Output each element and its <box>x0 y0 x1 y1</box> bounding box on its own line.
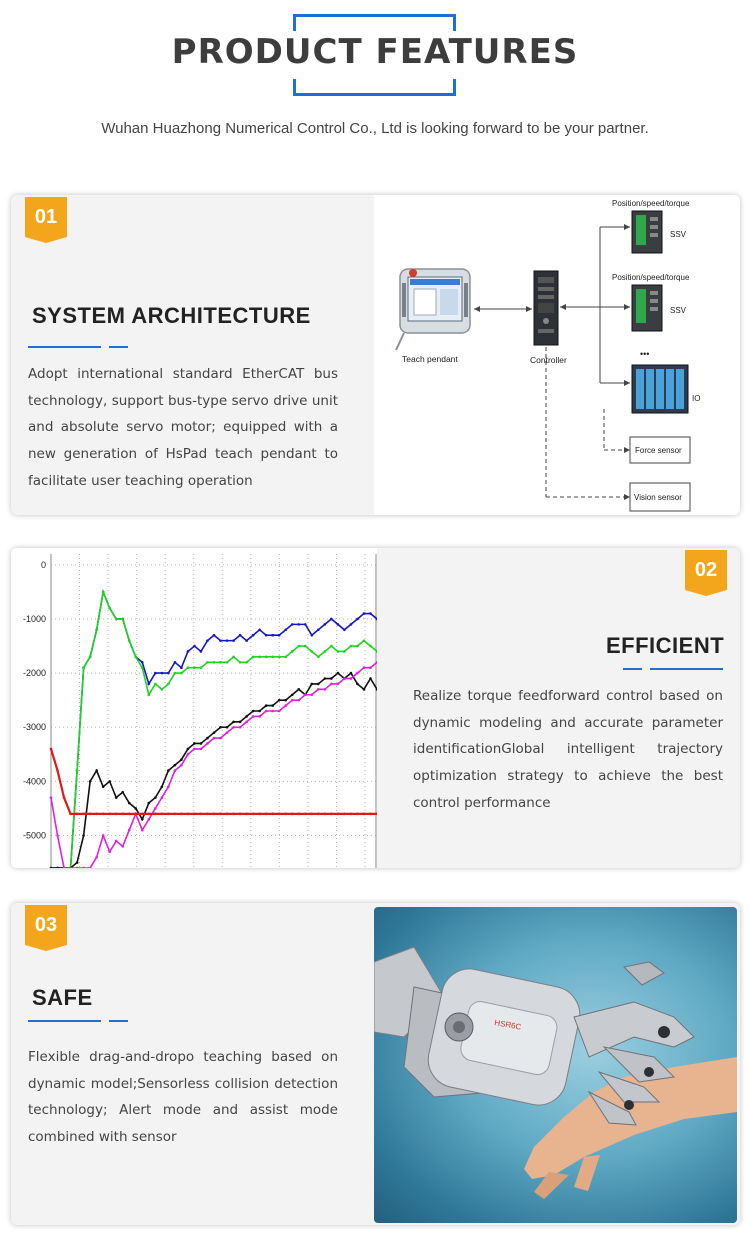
chart-point <box>226 813 229 816</box>
chart-point <box>226 731 229 734</box>
chart-point <box>271 813 274 816</box>
title-underline-short <box>109 346 128 348</box>
chart-point <box>239 661 242 664</box>
chart-point <box>200 813 203 816</box>
chart-point <box>219 661 222 664</box>
chart-point <box>278 699 281 702</box>
chart-point <box>297 688 300 691</box>
chart-point <box>82 666 85 669</box>
chart-point <box>226 639 229 642</box>
chart-point <box>245 661 248 664</box>
chart-point <box>102 591 105 594</box>
chart-point <box>252 710 255 713</box>
chart-point <box>265 634 268 637</box>
chart-point <box>337 813 340 816</box>
chart-point <box>252 634 255 637</box>
chart-point <box>82 813 85 816</box>
chart-point <box>245 721 248 724</box>
chart-point <box>141 813 144 816</box>
chart-point <box>141 661 144 664</box>
chart-point <box>180 666 183 669</box>
chart-point <box>284 813 287 816</box>
chart-point <box>356 618 359 621</box>
chart-point <box>128 802 131 805</box>
chart-point <box>121 791 124 794</box>
chart-point <box>356 813 359 816</box>
chart-point <box>154 807 157 810</box>
chart-point <box>200 650 203 653</box>
chart-series-line <box>51 592 377 868</box>
chart-point <box>108 607 111 610</box>
chart-point <box>193 645 196 648</box>
chart-point <box>206 742 209 745</box>
chart-point <box>141 818 144 821</box>
chart-point <box>265 656 268 659</box>
chart-point <box>304 813 307 816</box>
trajectory-chart <box>11 548 377 868</box>
chart-point <box>148 802 151 805</box>
chart-point <box>258 628 261 631</box>
chart-point <box>95 628 98 631</box>
chart-point <box>324 677 327 680</box>
chart-series-line <box>51 673 377 868</box>
chart-point <box>193 666 196 669</box>
chart-point <box>317 656 320 659</box>
chart-point <box>154 813 157 816</box>
chart-point <box>180 758 183 761</box>
chart-point <box>232 813 235 816</box>
chart-point <box>311 650 314 653</box>
feature-description: Adopt international standard EtherCAT bus technology, support bus-type servo drive unit and absolute servo motor; equipped with a new generation of HsPad teach pendant to facilitate user teaching operation <box>28 366 338 489</box>
io-module-icon <box>632 365 688 413</box>
chart-point <box>128 813 131 816</box>
chart-point <box>297 699 300 702</box>
chart-point <box>148 683 151 686</box>
chart-point <box>76 769 79 772</box>
controller-label: Controller <box>530 355 567 365</box>
chart-point <box>154 796 157 799</box>
chart-point <box>311 634 314 637</box>
chart-point <box>219 737 222 740</box>
drive-1-mode-label: Position/speed/torque <box>612 199 690 208</box>
chart-point <box>330 813 333 816</box>
chart-point <box>82 867 85 868</box>
feature-description: Realize torque feedforward control based on dynamic modeling and accurate parameter identificationGlobal intelligent trajectory optimization strategy to achieve the best control performance <box>413 688 723 811</box>
chart-point <box>324 623 327 626</box>
chart-point <box>291 693 294 696</box>
chart-point <box>89 656 92 659</box>
chart-point <box>213 634 216 637</box>
chart-point <box>89 780 92 783</box>
servo-drive-1-icon <box>632 211 662 253</box>
force-sensor-label: Force sensor <box>635 446 682 455</box>
chart-point <box>95 769 98 772</box>
chart-point <box>252 656 255 659</box>
chart-point <box>297 813 300 816</box>
chart-point <box>115 618 118 621</box>
chart-point <box>148 818 151 821</box>
chart-point <box>350 813 353 816</box>
chart-point <box>213 731 216 734</box>
chart-point <box>69 813 72 816</box>
chart-point <box>50 867 53 868</box>
chart-point <box>115 796 118 799</box>
chart-point <box>271 704 274 707</box>
chart-point <box>311 813 314 816</box>
chart-point <box>206 661 209 664</box>
page-title: PRODUCT FEATURES <box>0 32 750 72</box>
chart-point <box>102 834 105 837</box>
chart-point <box>121 845 124 848</box>
chart-point <box>167 683 170 686</box>
feature-description: Flexible drag-and-dropo teaching based on dynamic model;Sensorless collision detection technology; Alert mode and assist mode combined with sensor <box>28 1049 338 1146</box>
feature-number-badge: 02 <box>685 550 727 590</box>
io-label: IO <box>692 394 701 403</box>
feature-card-architecture <box>11 195 740 515</box>
chart-point <box>161 688 164 691</box>
chart-point <box>213 737 216 740</box>
chart-point <box>128 829 131 832</box>
chart-point <box>200 748 203 751</box>
chart-point <box>180 672 183 675</box>
chart-point <box>363 612 366 615</box>
chart-point <box>324 650 327 653</box>
title-underline <box>650 668 723 670</box>
chart-point <box>232 639 235 642</box>
feature-title: SAFE <box>32 985 93 1010</box>
chart-point <box>108 813 111 816</box>
title-underline-short <box>623 668 642 670</box>
chart-point <box>291 650 294 653</box>
chart-point <box>343 650 346 653</box>
chart-point <box>278 813 281 816</box>
chart-point <box>232 656 235 659</box>
chart-point <box>154 672 157 675</box>
chart-point <box>343 628 346 631</box>
chart-point <box>291 623 294 626</box>
chart-point <box>369 645 372 648</box>
chart-point <box>219 813 222 816</box>
chart-point <box>167 672 170 675</box>
chart-point <box>161 796 164 799</box>
chart-point <box>369 677 372 680</box>
chart-point <box>271 656 274 659</box>
drive-2-name: SSV <box>670 306 687 315</box>
chart-point <box>311 683 314 686</box>
chart-point <box>343 813 346 816</box>
chart-point <box>108 780 111 783</box>
feature-title: EFFICIENT <box>606 633 725 658</box>
chart-point <box>56 769 59 772</box>
chart-point <box>154 683 157 686</box>
chart-point <box>265 813 268 816</box>
chart-point <box>200 666 203 669</box>
chart-point <box>108 850 111 853</box>
chart-point <box>343 677 346 680</box>
chart-point <box>95 856 98 859</box>
chart-point <box>50 796 53 799</box>
chart-point <box>252 813 255 816</box>
chart-point <box>271 634 274 637</box>
chart-point <box>76 813 79 816</box>
chart-point <box>56 834 59 837</box>
chart-point <box>226 661 229 664</box>
chart-point <box>167 785 170 788</box>
chart-point <box>311 693 314 696</box>
chart-point <box>337 672 340 675</box>
chart-point <box>115 813 118 816</box>
page-subtitle: Wuhan Huazhong Numerical Control Co., Ltd is looking forward to be your partner. <box>101 120 649 137</box>
chart-point <box>369 813 372 816</box>
chart-point <box>206 813 209 816</box>
chart-point <box>258 656 261 659</box>
chart-point <box>167 813 170 816</box>
chart-y-tick-label: -4000 <box>22 776 46 787</box>
chart-point <box>258 710 261 713</box>
chart-point <box>324 688 327 691</box>
robot-model-label: HSR6C <box>493 1018 522 1032</box>
chart-point <box>265 710 268 713</box>
chart-point <box>363 688 366 691</box>
teach-pendant-icon <box>396 269 470 350</box>
chart-point <box>363 813 366 816</box>
chart-point <box>245 715 248 718</box>
chart-point <box>356 672 359 675</box>
chart-point <box>284 704 287 707</box>
chart-point <box>161 672 164 675</box>
chart-point <box>141 666 144 669</box>
architecture-diagram <box>374 195 740 515</box>
chart-point <box>161 813 164 816</box>
chart-y-tick-label: 0 <box>40 559 46 570</box>
chart-point <box>82 834 85 837</box>
chart-point <box>180 764 183 767</box>
chart-point <box>297 645 300 648</box>
chart-point <box>219 726 222 729</box>
chart-point <box>284 699 287 702</box>
chart-point <box>89 813 92 816</box>
chart-point <box>226 726 229 729</box>
chart-point <box>187 650 190 653</box>
chart-series-line <box>51 592 377 868</box>
chart-point <box>330 618 333 621</box>
chart-point <box>278 656 281 659</box>
chart-point <box>128 639 131 642</box>
chart-point <box>148 813 151 816</box>
chart-point <box>330 683 333 686</box>
chart-point <box>297 623 300 626</box>
chart-point <box>284 656 287 659</box>
feature-title: SYSTEM ARCHITECTURE <box>32 303 311 328</box>
chart-point <box>134 656 137 659</box>
chart-point <box>265 704 268 707</box>
chart-point <box>161 785 164 788</box>
chart-point <box>219 639 222 642</box>
chart-point <box>134 807 137 810</box>
chart-point <box>369 666 372 669</box>
chart-point <box>304 623 307 626</box>
chart-point <box>324 813 327 816</box>
feature-number-badge: 03 <box>25 905 67 945</box>
chart-point <box>239 634 242 637</box>
feature-card-safe <box>11 903 740 1225</box>
chart-point <box>252 715 255 718</box>
teach-pendant-label: Teach pendant <box>402 354 458 364</box>
chart-series-line <box>51 662 377 868</box>
title-underline-short <box>109 1020 128 1022</box>
chart-point <box>258 715 261 718</box>
chart-point <box>56 867 59 868</box>
chart-point <box>363 666 366 669</box>
drive-1-name: SSV <box>670 230 687 239</box>
chart-point <box>187 666 190 669</box>
chart-y-tick-label: -2000 <box>22 668 46 679</box>
chart-point <box>115 840 118 843</box>
chart-point <box>350 677 353 680</box>
chart-point <box>356 645 359 648</box>
chart-point <box>350 645 353 648</box>
chart-point <box>284 628 287 631</box>
chart-point <box>369 612 372 615</box>
chart-point <box>278 634 281 637</box>
chart-point <box>337 650 340 653</box>
chart-point <box>304 693 307 696</box>
chart-point <box>317 683 320 686</box>
chart-point <box>291 699 294 702</box>
more-drives-ellipsis: ••• <box>640 349 650 359</box>
chart-point <box>239 813 242 816</box>
chart-point <box>337 623 340 626</box>
chart-point <box>258 813 261 816</box>
feature-card-efficient <box>11 548 740 868</box>
chart-point <box>187 813 190 816</box>
chart-point <box>291 813 294 816</box>
chart-point <box>206 639 209 642</box>
chart-point <box>141 829 144 832</box>
chart-point <box>200 742 203 745</box>
chart-point <box>317 628 320 631</box>
chart-point <box>50 748 53 751</box>
chart-point <box>304 645 307 648</box>
drive-2-mode-label: Position/speed/torque <box>612 273 690 282</box>
chart-point <box>174 813 177 816</box>
chart-point <box>271 710 274 713</box>
chart-point <box>193 813 196 816</box>
chart-point <box>350 672 353 675</box>
feature-number-badge: 01 <box>25 197 67 237</box>
robot-arm-icon <box>374 947 694 1125</box>
chart-point <box>330 645 333 648</box>
chart-point <box>232 726 235 729</box>
chart-point <box>317 813 320 816</box>
robot-handshake-image <box>374 907 737 1223</box>
chart-point <box>121 813 124 816</box>
chart-point <box>121 618 124 621</box>
chart-point <box>174 769 177 772</box>
chart-point <box>239 726 242 729</box>
chart-point <box>206 737 209 740</box>
chart-y-tick-label: -5000 <box>22 830 46 841</box>
chart-y-tick-label: -1000 <box>22 613 46 624</box>
chart-point <box>245 813 248 816</box>
chart-point <box>167 769 170 772</box>
chart-point <box>330 677 333 680</box>
chart-point <box>350 623 353 626</box>
chart-point <box>363 639 366 642</box>
chart-point <box>95 813 98 816</box>
chart-point <box>102 785 105 788</box>
chart-point <box>317 688 320 691</box>
servo-drive-2-icon <box>632 285 662 331</box>
chart-point <box>134 813 137 816</box>
chart-point <box>174 672 177 675</box>
chart-point <box>180 813 183 816</box>
chart-point <box>174 661 177 664</box>
chart-point <box>193 742 196 745</box>
chart-point <box>278 710 281 713</box>
chart-point <box>76 867 79 868</box>
chart-point <box>213 813 216 816</box>
chart-point <box>76 861 79 864</box>
chart-point <box>356 683 359 686</box>
chart-point <box>63 796 66 799</box>
chart-point <box>174 764 177 767</box>
chart-point <box>337 683 340 686</box>
chart-point <box>193 748 196 751</box>
chart-point <box>245 639 248 642</box>
title-underline <box>28 346 101 348</box>
vision-sensor-label: Vision sensor <box>634 493 682 502</box>
chart-point <box>232 721 235 724</box>
chart-point <box>102 813 105 816</box>
chart-point <box>187 748 190 751</box>
controller-icon <box>534 271 558 345</box>
chart-point <box>213 661 216 664</box>
chart-point <box>239 721 242 724</box>
chart-point <box>187 753 190 756</box>
title-underline <box>28 1020 101 1022</box>
chart-point <box>148 693 151 696</box>
chart-y-tick-label: -3000 <box>22 722 46 733</box>
